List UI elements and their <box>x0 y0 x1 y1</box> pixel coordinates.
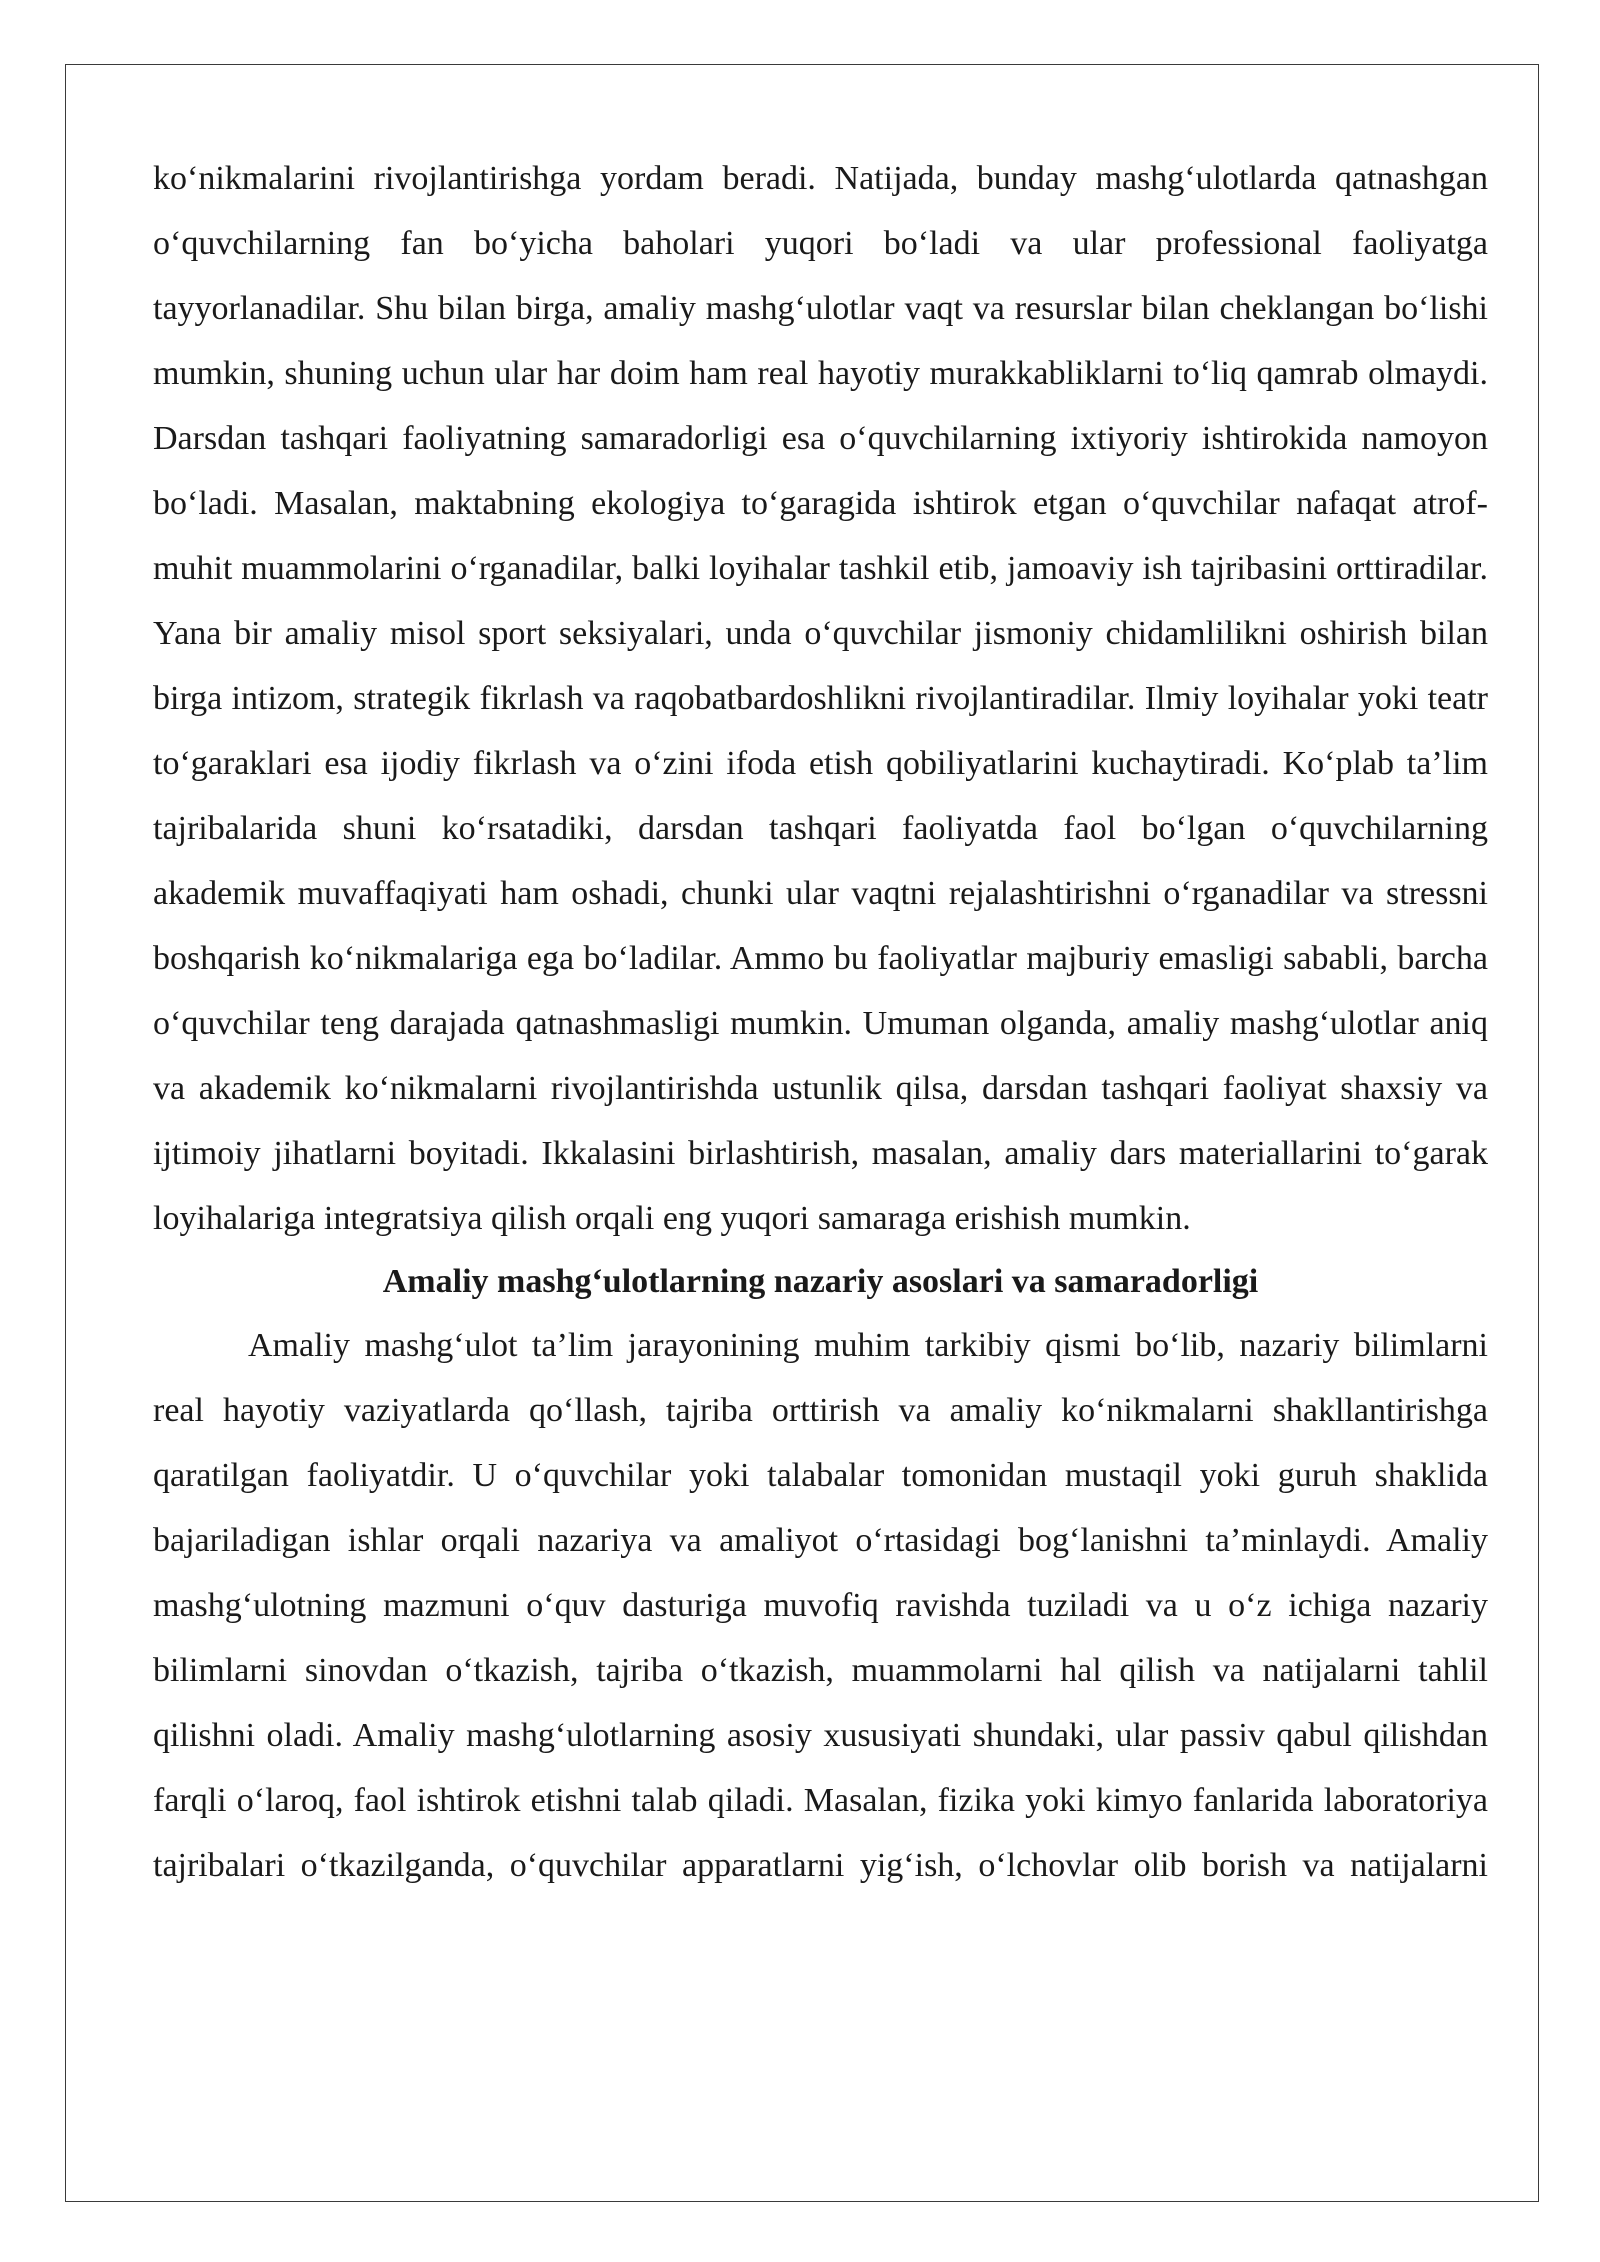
section-heading: Amaliy mashg‘ulotlarning nazariy asoslari va samaradorligi <box>382 1263 1259 1300</box>
body-paragraph: ko‘nikmalarini rivojlantirishga yordam beradi. Natijada, bunday mashg‘ulotlarda qatnashgan o‘quvchilarning fan bo‘yicha baholari yuqori bo‘ladi va ular professional faoliyatga tayyorlanadilar. Shu bilan birga, amaliy mashg‘ulotlar vaqt va resurslar bilan cheklangan bo‘lishi mumkin, shuning uchun ular har doim ham real hayotiy murakkabliklarni to‘liq qamrab olmaydi. Darsdan tashqari faoliyatning samaradorligi esa o‘quvchilarning ixtiyoriy ishtirokida namoyon bo‘ladi. Masalan, maktabning ekologiya to‘garagida ishtirok etgan o‘quvchilar nafaqat atrof-muhit muammolarini o‘rganadilar, balki loyihalar tashkil etib, jamoaviy ish tajribasini orttiradilar. Yana bir amaliy misol sport seksiyalari, unda o‘quvchilar jismoniy chidamlilikni oshirish bilan birga intizom, strategik fikrlash va raqobatbardoshlikni rivojlantiradilar. Ilmiy loyihalar yoki teatr to‘garaklari esa ijodiy fikrlash va o‘zini ifoda etish qobiliyatlarini kuchaytiradi. Ko‘plab ta’lim tajribalarida shuni ko‘rsatadiki, darsdan tashqari faoliyatda faol bo‘lgan o‘quvchilarning akademik muvaffaqiyati ham oshadi, chunki ular vaqtni rejalashtirishni o‘rganadilar va stressni boshqarish ko‘nikmalariga ega bo‘ladilar. Ammo bu faoliyatlar majburiy emasligi sababli, barcha o‘quvchilar teng darajada qatnashmasligi mumkin. Umuman olganda, amaliy mashg‘ulotlar aniq va akademik ko‘nikmalarni rivojlantirishda ustunlik qilsa, darsdan tashqari faoliyat shaxsiy va ijtimoiy jihatlarni boyitadi. Ikkalasini birlashtirish, masalan, amaliy dars materiallarini to‘garak loyihalariga integratsiya qilish orqali eng yuqori samaraga erishish mumkin. <box>153 160 1488 1237</box>
body-paragraph: Amaliy mashg‘ulot ta’lim jarayonining muhim tarkibiy qismi bo‘lib, nazariy bilimlarni real hayotiy vaziyatlarda qo‘llash, tajriba orttirish va amaliy ko‘nikmalarni shakllantirishga qaratilgan faoliyatdir. U o‘quvchilar yoki talabalar tomonidan mustaqil yoki guruh shaklida bajariladigan ishlar orqali nazariya va amaliyot o‘rtasidagi bog‘lanishni ta’minlaydi. Amaliy mashg‘ulotning mazmuni o‘quv dasturiga muvofiq ravishda tuziladi va u o‘z ichiga nazariy bilimlarni sinovdan o‘tkazish, tajriba o‘tkazish, muammolarni hal qilish va natijalarni tahlil qilishni oladi. Amaliy mashg‘ulotlarning asosiy xususiyati shundaki, ular passiv qabul qilishdan farqli o‘laroq, faol ishtirok etishni talab qiladi. Masalan, fizika yoki kimyo fanlarida laboratoriya tajribalari o‘tkazilganda, o‘quvchilar apparatlarni yig‘ish, o‘lchovlar olib borish va natijalarni <box>153 1327 1488 1884</box>
document-body <box>153 146 1488 1898</box>
